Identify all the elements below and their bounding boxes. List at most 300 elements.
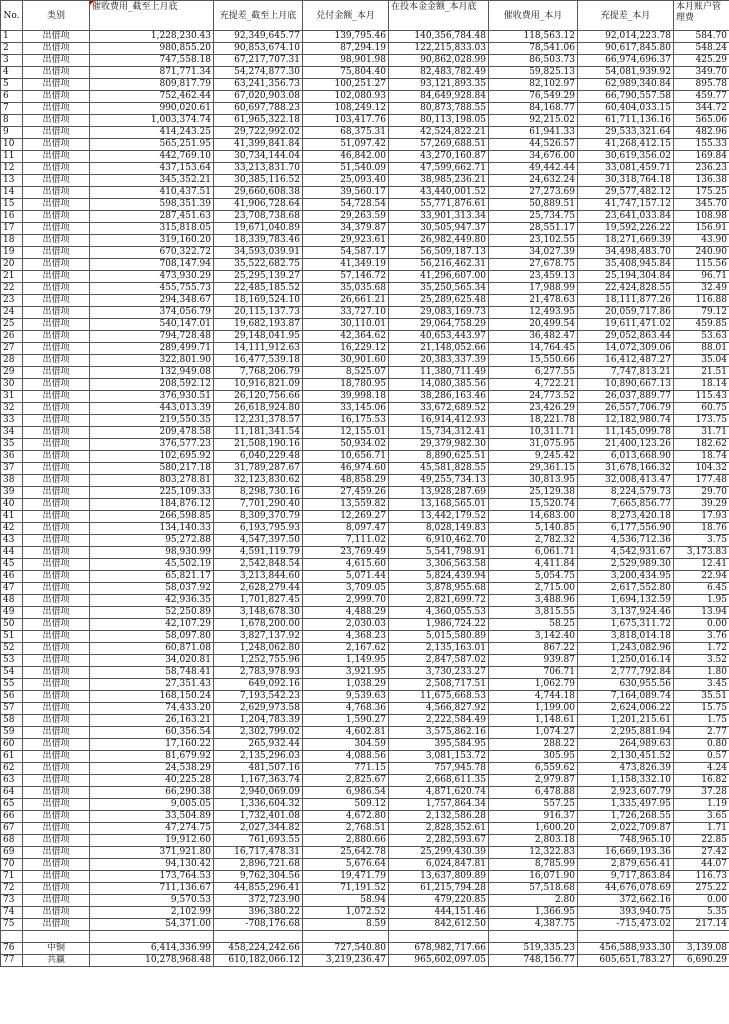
table-cell[interactable]: 116.88 (674, 295, 729, 307)
table-cell[interactable]: 74 (1, 907, 23, 919)
table-cell[interactable]: 2,529,989.30 (578, 559, 674, 571)
table-cell[interactable]: 649,092.16 (214, 679, 303, 691)
table-cell[interactable]: 1,252,755.96 (214, 655, 303, 667)
table-cell[interactable]: 29,923.61 (303, 235, 389, 247)
table-cell[interactable]: 6,040,229.48 (214, 451, 303, 463)
table-cell[interactable]: 15 (1, 199, 23, 211)
table-cell[interactable]: 出借项 (23, 163, 90, 175)
table-cell[interactable]: 51,097.42 (303, 139, 389, 151)
table-cell[interactable]: 出借项 (23, 175, 90, 187)
table-cell[interactable]: 1,336,604.32 (214, 799, 303, 811)
table-cell[interactable]: 出借项 (23, 271, 90, 283)
table-cell[interactable]: 4,602.81 (303, 727, 389, 739)
table-cell[interactable]: 1,167,363.74 (214, 775, 303, 787)
header-cell[interactable]: 催收费用_截至上月底 (90, 1, 214, 31)
table-cell[interactable]: 出借项 (23, 631, 90, 643)
table-cell[interactable]: 752,462.44 (90, 91, 214, 103)
table-cell[interactable]: 80,113,198.05 (389, 115, 489, 127)
table-cell[interactable]: 98,901.98 (303, 55, 389, 67)
table-cell[interactable]: 9 (1, 127, 23, 139)
empty-cell[interactable] (1, 931, 23, 943)
table-cell[interactable]: 56,509,187.13 (389, 247, 489, 259)
table-cell[interactable]: 14,683.00 (489, 511, 578, 523)
table-cell[interactable]: 287,451.63 (90, 211, 214, 223)
table-cell[interactable]: 68 (1, 835, 23, 847)
table-cell[interactable]: 1,678,200.00 (214, 619, 303, 631)
table-cell[interactable]: 2,896,721.68 (214, 859, 303, 871)
table-cell[interactable]: 26,557,706.79 (578, 403, 674, 415)
table-cell[interactable]: 出借项 (23, 403, 90, 415)
table-cell[interactable]: 3,137,924.46 (578, 607, 674, 619)
table-cell[interactable]: 35,522,682.75 (214, 259, 303, 271)
table-cell[interactable]: 12,322.83 (489, 847, 578, 859)
table-cell[interactable]: 44,676,078.69 (578, 883, 674, 895)
table-cell[interactable]: 29,083,169.73 (389, 307, 489, 319)
table-cell[interactable]: 9,570.53 (90, 895, 214, 907)
table-cell[interactable]: 33,901,313.34 (389, 211, 489, 223)
table-cell[interactable]: 2,628,279.44 (214, 583, 303, 595)
table-cell[interactable]: 5 (1, 79, 23, 91)
table-cell[interactable]: 41,268,412.15 (578, 139, 674, 151)
table-cell[interactable]: 15,550.66 (489, 355, 578, 367)
table-cell[interactable]: 96.71 (674, 271, 729, 283)
table-cell[interactable]: 14 (1, 187, 23, 199)
table-cell[interactable]: 98,930.99 (90, 547, 214, 559)
table-cell[interactable]: 0.57 (674, 751, 729, 763)
table-cell[interactable]: 1.80 (674, 667, 729, 679)
table-cell[interactable]: 17,988.99 (489, 283, 578, 295)
table-cell[interactable]: 7,768,206.79 (214, 367, 303, 379)
table-cell[interactable]: 479,220.85 (389, 895, 489, 907)
table-cell[interactable]: 118,563.12 (489, 31, 578, 43)
table-cell[interactable]: 7,111.02 (303, 535, 389, 547)
table-cell[interactable]: 3,142.40 (489, 631, 578, 643)
table-cell[interactable]: 出借项 (23, 319, 90, 331)
table-cell[interactable]: 8,890,625.51 (389, 451, 489, 463)
table-cell[interactable]: 6,277.55 (489, 367, 578, 379)
table-cell[interactable]: 916.37 (489, 811, 578, 823)
table-cell[interactable]: 出借项 (23, 559, 90, 571)
table-cell[interactable]: 42,364.62 (303, 331, 389, 343)
table-cell[interactable]: 349.70 (674, 67, 729, 79)
table-cell[interactable]: 5.35 (674, 907, 729, 919)
table-cell[interactable]: 20,499.54 (489, 319, 578, 331)
table-cell[interactable]: 出借项 (23, 763, 90, 775)
table-cell[interactable]: 3,488.96 (489, 595, 578, 607)
table-cell[interactable]: 39,998.18 (303, 391, 389, 403)
table-cell[interactable]: 66,790,557.58 (578, 91, 674, 103)
empty-cell[interactable] (303, 931, 389, 943)
table-cell[interactable]: 2,508,717.51 (389, 679, 489, 691)
table-cell[interactable]: 出借项 (23, 475, 90, 487)
table-cell[interactable]: 26,661.21 (303, 295, 389, 307)
table-cell[interactable]: 134,140.33 (90, 523, 214, 535)
table-cell[interactable]: 2,847,587.02 (389, 655, 489, 667)
table-cell[interactable]: 63,241,356.73 (214, 79, 303, 91)
table-cell[interactable]: 48,858.29 (303, 475, 389, 487)
table-cell[interactable]: 59,825.13 (489, 67, 578, 79)
table-cell[interactable]: 2,282,593.67 (389, 835, 489, 847)
table-cell[interactable]: 11,380,711.49 (389, 367, 489, 379)
table-cell[interactable]: 46,974.60 (303, 463, 389, 475)
table-cell[interactable]: 出借项 (23, 31, 90, 43)
table-cell[interactable]: 19,682,193.87 (214, 319, 303, 331)
table-cell[interactable]: 82,102.97 (489, 79, 578, 91)
table-cell[interactable]: 8,097.47 (303, 523, 389, 535)
table-cell[interactable]: 3,878,955.68 (389, 583, 489, 595)
table-cell[interactable]: 30,901.60 (303, 355, 389, 367)
table-cell[interactable]: 12,155.01 (303, 427, 389, 439)
table-cell[interactable]: 19,912.60 (90, 835, 214, 847)
table-cell[interactable]: 出借项 (23, 415, 90, 427)
table-cell[interactable]: 出借项 (23, 835, 90, 847)
table-cell[interactable]: 803,278.81 (90, 475, 214, 487)
table-cell[interactable]: 4,536,712.36 (578, 535, 674, 547)
table-cell[interactable]: 76 (1, 943, 23, 955)
table-cell[interactable]: 20 (1, 259, 23, 271)
table-cell[interactable]: 2,167.62 (303, 643, 389, 655)
table-cell[interactable]: 23,426.29 (489, 403, 578, 415)
table-cell[interactable]: 43.90 (674, 235, 729, 247)
table-cell[interactable]: 25,289,625.48 (389, 295, 489, 307)
table-cell[interactable]: 11,675,668.53 (389, 691, 489, 703)
table-cell[interactable]: 344.72 (674, 103, 729, 115)
table-cell[interactable]: 75,804.40 (303, 67, 389, 79)
table-cell[interactable]: 2,668,611.35 (389, 775, 489, 787)
table-cell[interactable]: 10,278,968.48 (90, 955, 214, 967)
table-cell[interactable]: 1,986,724.22 (389, 619, 489, 631)
table-cell[interactable]: 61,215,794.28 (389, 883, 489, 895)
table-cell[interactable]: 出借项 (23, 499, 90, 511)
table-cell[interactable]: 2.77 (674, 727, 729, 739)
table-cell[interactable]: 8,273,420.18 (578, 511, 674, 523)
table-cell[interactable]: 32.49 (674, 283, 729, 295)
table-cell[interactable]: 50,889.51 (489, 199, 578, 211)
table-cell[interactable]: 18,169,524.10 (214, 295, 303, 307)
table-cell[interactable]: 9,005.05 (90, 799, 214, 811)
table-cell[interactable]: 275.22 (674, 883, 729, 895)
table-cell[interactable]: 31.71 (674, 427, 729, 439)
table-cell[interactable]: 16,229.12 (303, 343, 389, 355)
table-cell[interactable]: 30,813.95 (489, 475, 578, 487)
table-cell[interactable]: 2.80 (489, 895, 578, 907)
table-cell[interactable]: 2,825.67 (303, 775, 389, 787)
table-cell[interactable]: 2,030.03 (303, 619, 389, 631)
table-cell[interactable]: 92,215.02 (489, 115, 578, 127)
header-cell[interactable]: 在投本金金额_本月底 (389, 1, 489, 31)
table-cell[interactable]: 70 (1, 859, 23, 871)
table-cell[interactable]: 2,821,699.72 (389, 595, 489, 607)
table-cell[interactable]: 19,592,226.22 (578, 223, 674, 235)
table-cell[interactable]: 40,653,443.97 (389, 331, 489, 343)
table-cell[interactable]: 23,102.55 (489, 235, 578, 247)
empty-cell[interactable] (389, 931, 489, 943)
table-cell[interactable]: 18 (1, 235, 23, 247)
table-cell[interactable]: 217.14 (674, 919, 729, 931)
table-cell[interactable]: 175.25 (674, 187, 729, 199)
table-cell[interactable]: 54,587.17 (303, 247, 389, 259)
table-cell[interactable]: 出借项 (23, 103, 90, 115)
table-cell[interactable]: 4,744.18 (489, 691, 578, 703)
table-cell[interactable]: 156.91 (674, 223, 729, 235)
table-cell[interactable]: 27,678.75 (489, 259, 578, 271)
table-cell[interactable]: 10,311.71 (489, 427, 578, 439)
table-cell[interactable]: 86,503.73 (489, 55, 578, 67)
table-cell[interactable]: 2,135,296.03 (214, 751, 303, 763)
table-cell[interactable]: 26,120,756.66 (214, 391, 303, 403)
table-cell[interactable]: 出借项 (23, 751, 90, 763)
table-cell[interactable]: 16,071.90 (489, 871, 578, 883)
table-cell[interactable]: 35.51 (674, 691, 729, 703)
table-cell[interactable]: 209,478.58 (90, 427, 214, 439)
table-cell[interactable]: 35 (1, 439, 23, 451)
table-cell[interactable]: 13,559.82 (303, 499, 389, 511)
table-cell[interactable]: 93,121,893.35 (389, 79, 489, 91)
table-cell[interactable]: 51,540.09 (303, 163, 389, 175)
table-cell[interactable]: 出借项 (23, 223, 90, 235)
table-cell[interactable]: 57,269,688.51 (389, 139, 489, 151)
table-cell[interactable]: 2,132,586.28 (389, 811, 489, 823)
table-cell[interactable]: 35,408,945.84 (578, 259, 674, 271)
table-cell[interactable]: 17,160.22 (90, 739, 214, 751)
table-cell[interactable]: 39,560.17 (303, 187, 389, 199)
table-cell[interactable]: 13.94 (674, 607, 729, 619)
table-cell[interactable]: 33,672,689.52 (389, 403, 489, 415)
table-cell[interactable]: 出借项 (23, 355, 90, 367)
table-cell[interactable]: 8,309,370.79 (214, 511, 303, 523)
table-cell[interactable]: 747,558.18 (90, 55, 214, 67)
table-cell[interactable]: 1,335,497.95 (578, 799, 674, 811)
table-cell[interactable]: 2,979.87 (489, 775, 578, 787)
table-cell[interactable]: 35.04 (674, 355, 729, 367)
table-cell[interactable]: 92,014,223.78 (578, 31, 674, 43)
table-cell[interactable]: 30,734,144.04 (214, 151, 303, 163)
header-cell[interactable]: 催收费用_本月 (489, 1, 578, 31)
table-cell[interactable]: 2,777,792.84 (578, 667, 674, 679)
table-cell[interactable]: 15,520.74 (489, 499, 578, 511)
table-cell[interactable]: 54 (1, 667, 23, 679)
table-cell[interactable]: 16,669,193.36 (578, 847, 674, 859)
table-cell[interactable]: 8,028,149.83 (389, 523, 489, 535)
table-cell[interactable]: 10 (1, 139, 23, 151)
table-cell[interactable]: 38 (1, 475, 23, 487)
table-cell[interactable]: 1,726,268.55 (578, 811, 674, 823)
table-cell[interactable]: 8,224,579.73 (578, 487, 674, 499)
table-cell[interactable]: 4,768.36 (303, 703, 389, 715)
table-cell[interactable]: 37 (1, 463, 23, 475)
table-cell[interactable]: 6,193,795.93 (214, 523, 303, 535)
table-cell[interactable]: 2,999.70 (303, 595, 389, 607)
table-cell[interactable]: 61,711,136.16 (578, 115, 674, 127)
table-cell[interactable]: 16,175.53 (303, 415, 389, 427)
table-cell[interactable]: 3 (1, 55, 23, 67)
table-cell[interactable]: 出借项 (23, 607, 90, 619)
table-cell[interactable]: 45,502.19 (90, 559, 214, 571)
table-cell[interactable]: 2,879,656.41 (578, 859, 674, 871)
table-cell[interactable]: 22.85 (674, 835, 729, 847)
table-cell[interactable]: 3,306,563.58 (389, 559, 489, 571)
table-cell[interactable]: 5,676.64 (303, 859, 389, 871)
table-cell[interactable]: 出借项 (23, 823, 90, 835)
table-cell[interactable]: 40 (1, 499, 23, 511)
table-cell[interactable]: 7,747,813.21 (578, 367, 674, 379)
table-cell[interactable]: 102,695.92 (90, 451, 214, 463)
table-cell[interactable]: 11 (1, 151, 23, 163)
table-cell[interactable]: 2,783,978.93 (214, 667, 303, 679)
table-cell[interactable]: 63 (1, 775, 23, 787)
table-cell[interactable]: 757,945.78 (389, 763, 489, 775)
table-cell[interactable]: 7,665,856.77 (578, 499, 674, 511)
table-cell[interactable]: 57,518.68 (489, 883, 578, 895)
table-cell[interactable]: 25,299,430.39 (389, 847, 489, 859)
table-cell[interactable]: 22,424,828.55 (578, 283, 674, 295)
table-cell[interactable]: 34,027.39 (489, 247, 578, 259)
table-cell[interactable]: 出借项 (23, 775, 90, 787)
table-cell[interactable]: 182.62 (674, 439, 729, 451)
table-cell[interactable]: 23 (1, 295, 23, 307)
table-cell[interactable]: 3.76 (674, 631, 729, 643)
table-cell[interactable]: 103,417.76 (303, 115, 389, 127)
table-cell[interactable]: 出借项 (23, 859, 90, 871)
table-cell[interactable]: 2,923,607.79 (578, 787, 674, 799)
table-cell[interactable]: 37.28 (674, 787, 729, 799)
table-cell[interactable]: 16,914,412.93 (389, 415, 489, 427)
table-cell[interactable]: 48 (1, 595, 23, 607)
table-cell[interactable]: 出借项 (23, 703, 90, 715)
table-cell[interactable]: 58.94 (303, 895, 389, 907)
table-cell[interactable]: 34,593,039.91 (214, 247, 303, 259)
table-cell[interactable]: 115.56 (674, 259, 729, 271)
table-cell[interactable]: 67,020,903.08 (214, 91, 303, 103)
table-cell[interactable]: 11,181,341.54 (214, 427, 303, 439)
table-cell[interactable]: 7,701,290.40 (214, 499, 303, 511)
table-cell[interactable]: 49 (1, 607, 23, 619)
table-cell[interactable]: 8,298,730.16 (214, 487, 303, 499)
table-cell[interactable]: 61,941.33 (489, 127, 578, 139)
table-cell[interactable]: 16,717,478.31 (214, 847, 303, 859)
table-cell[interactable]: 169.84 (674, 151, 729, 163)
table-cell[interactable]: 455,755.73 (90, 283, 214, 295)
table-cell[interactable]: 27,273.69 (489, 187, 578, 199)
table-cell[interactable]: 39.29 (674, 499, 729, 511)
table-cell[interactable]: 84,168.77 (489, 103, 578, 115)
table-cell[interactable]: 9,539.63 (303, 691, 389, 703)
table-cell[interactable]: 53 (1, 655, 23, 667)
table-cell[interactable]: 出借项 (23, 295, 90, 307)
table-cell[interactable]: 132,949.08 (90, 367, 214, 379)
table-cell[interactable]: 46,842.00 (303, 151, 389, 163)
table-cell[interactable]: 出借项 (23, 91, 90, 103)
table-cell[interactable]: 90,862,028.99 (389, 55, 489, 67)
table-cell[interactable]: 62,989,340.84 (578, 79, 674, 91)
table-cell[interactable]: 58,097.80 (90, 631, 214, 643)
table-cell[interactable]: 4,088.56 (303, 751, 389, 763)
table-cell[interactable]: 61,965,322.18 (214, 115, 303, 127)
table-cell[interactable]: 21,148,052.66 (389, 343, 489, 355)
table-cell[interactable]: 3,730,233.27 (389, 667, 489, 679)
table-cell[interactable]: 584.70 (674, 31, 729, 43)
table-cell[interactable]: 4,591,119.79 (214, 547, 303, 559)
table-cell[interactable]: 6,177,556.90 (578, 523, 674, 535)
table-cell[interactable]: 出借项 (23, 451, 90, 463)
table-cell[interactable]: 13,168,565.01 (389, 499, 489, 511)
table-cell[interactable]: 44 (1, 547, 23, 559)
table-cell[interactable]: 53.63 (674, 331, 729, 343)
table-cell[interactable]: 95,272.88 (90, 535, 214, 547)
table-cell[interactable]: 38,985,236.21 (389, 175, 489, 187)
table-cell[interactable]: 345.70 (674, 199, 729, 211)
table-cell[interactable]: 8 (1, 115, 23, 127)
table-cell[interactable]: 4,368.23 (303, 631, 389, 643)
table-cell[interactable]: 1,694,132.59 (578, 595, 674, 607)
table-cell[interactable]: 264,989.63 (578, 739, 674, 751)
table-cell[interactable]: 1.72 (674, 643, 729, 655)
table-cell[interactable]: 79.12 (674, 307, 729, 319)
table-cell[interactable]: 22.94 (674, 571, 729, 583)
table-cell[interactable]: 44,526.57 (489, 139, 578, 151)
table-cell[interactable]: 32,123,830.62 (214, 475, 303, 487)
table-cell[interactable]: 395,584.95 (389, 739, 489, 751)
table-cell[interactable]: 794,728.48 (90, 331, 214, 343)
table-cell[interactable]: 437,153.64 (90, 163, 214, 175)
table-cell[interactable]: 46 (1, 571, 23, 583)
header-cell[interactable]: 本月账户管理费 (674, 1, 729, 31)
table-cell[interactable]: 出借项 (23, 187, 90, 199)
table-cell[interactable]: 3,827,137.92 (214, 631, 303, 643)
table-cell[interactable]: 557.25 (489, 799, 578, 811)
table-cell[interactable]: 29 (1, 367, 23, 379)
table-cell[interactable]: 94,130.42 (90, 859, 214, 871)
empty-cell[interactable] (578, 931, 674, 943)
table-cell[interactable]: 706.71 (489, 667, 578, 679)
table-cell[interactable]: 出借项 (23, 463, 90, 475)
table-cell[interactable]: 1,250,016.14 (578, 655, 674, 667)
table-cell[interactable]: 15.75 (674, 703, 729, 715)
table-cell[interactable]: 33,145.06 (303, 403, 389, 415)
table-cell[interactable]: 711,136.67 (90, 883, 214, 895)
table-cell[interactable]: 10,916,821.09 (214, 379, 303, 391)
table-cell[interactable]: 3,148,678.30 (214, 607, 303, 619)
table-cell[interactable]: 18.14 (674, 379, 729, 391)
table-cell[interactable]: 315,818.05 (90, 223, 214, 235)
table-cell[interactable]: 116.73 (674, 871, 729, 883)
table-cell[interactable]: 39 (1, 487, 23, 499)
table-cell[interactable]: 345,352.21 (90, 175, 214, 187)
table-cell[interactable]: 出借项 (23, 43, 90, 55)
table-cell[interactable]: 965,602,097.05 (389, 955, 489, 967)
table-cell[interactable]: 35,035.68 (303, 283, 389, 295)
table-cell[interactable]: 29,361.15 (489, 463, 578, 475)
table-cell[interactable]: 10,656.71 (303, 451, 389, 463)
table-cell[interactable]: 565,251.95 (90, 139, 214, 151)
table-cell[interactable]: 5,140.85 (489, 523, 578, 535)
table-cell[interactable]: 519,335.23 (489, 943, 578, 955)
table-cell[interactable]: 出借项 (23, 307, 90, 319)
table-cell[interactable]: 1 (1, 31, 23, 43)
table-cell[interactable]: 21.51 (674, 367, 729, 379)
table-cell[interactable]: 27,459.26 (303, 487, 389, 499)
table-cell[interactable]: 1,074.27 (489, 727, 578, 739)
table-cell[interactable]: 47 (1, 583, 23, 595)
table-cell[interactable]: 3,709.05 (303, 583, 389, 595)
table-cell[interactable]: 6,013,668.90 (578, 451, 674, 463)
table-cell[interactable]: 4,488.29 (303, 607, 389, 619)
table-cell[interactable]: 102,080.93 (303, 91, 389, 103)
table-cell[interactable]: 1,204,783.39 (214, 715, 303, 727)
table-cell[interactable]: 29,263.59 (303, 211, 389, 223)
table-cell[interactable]: 54,728.54 (303, 199, 389, 211)
table-cell[interactable]: 17 (1, 223, 23, 235)
